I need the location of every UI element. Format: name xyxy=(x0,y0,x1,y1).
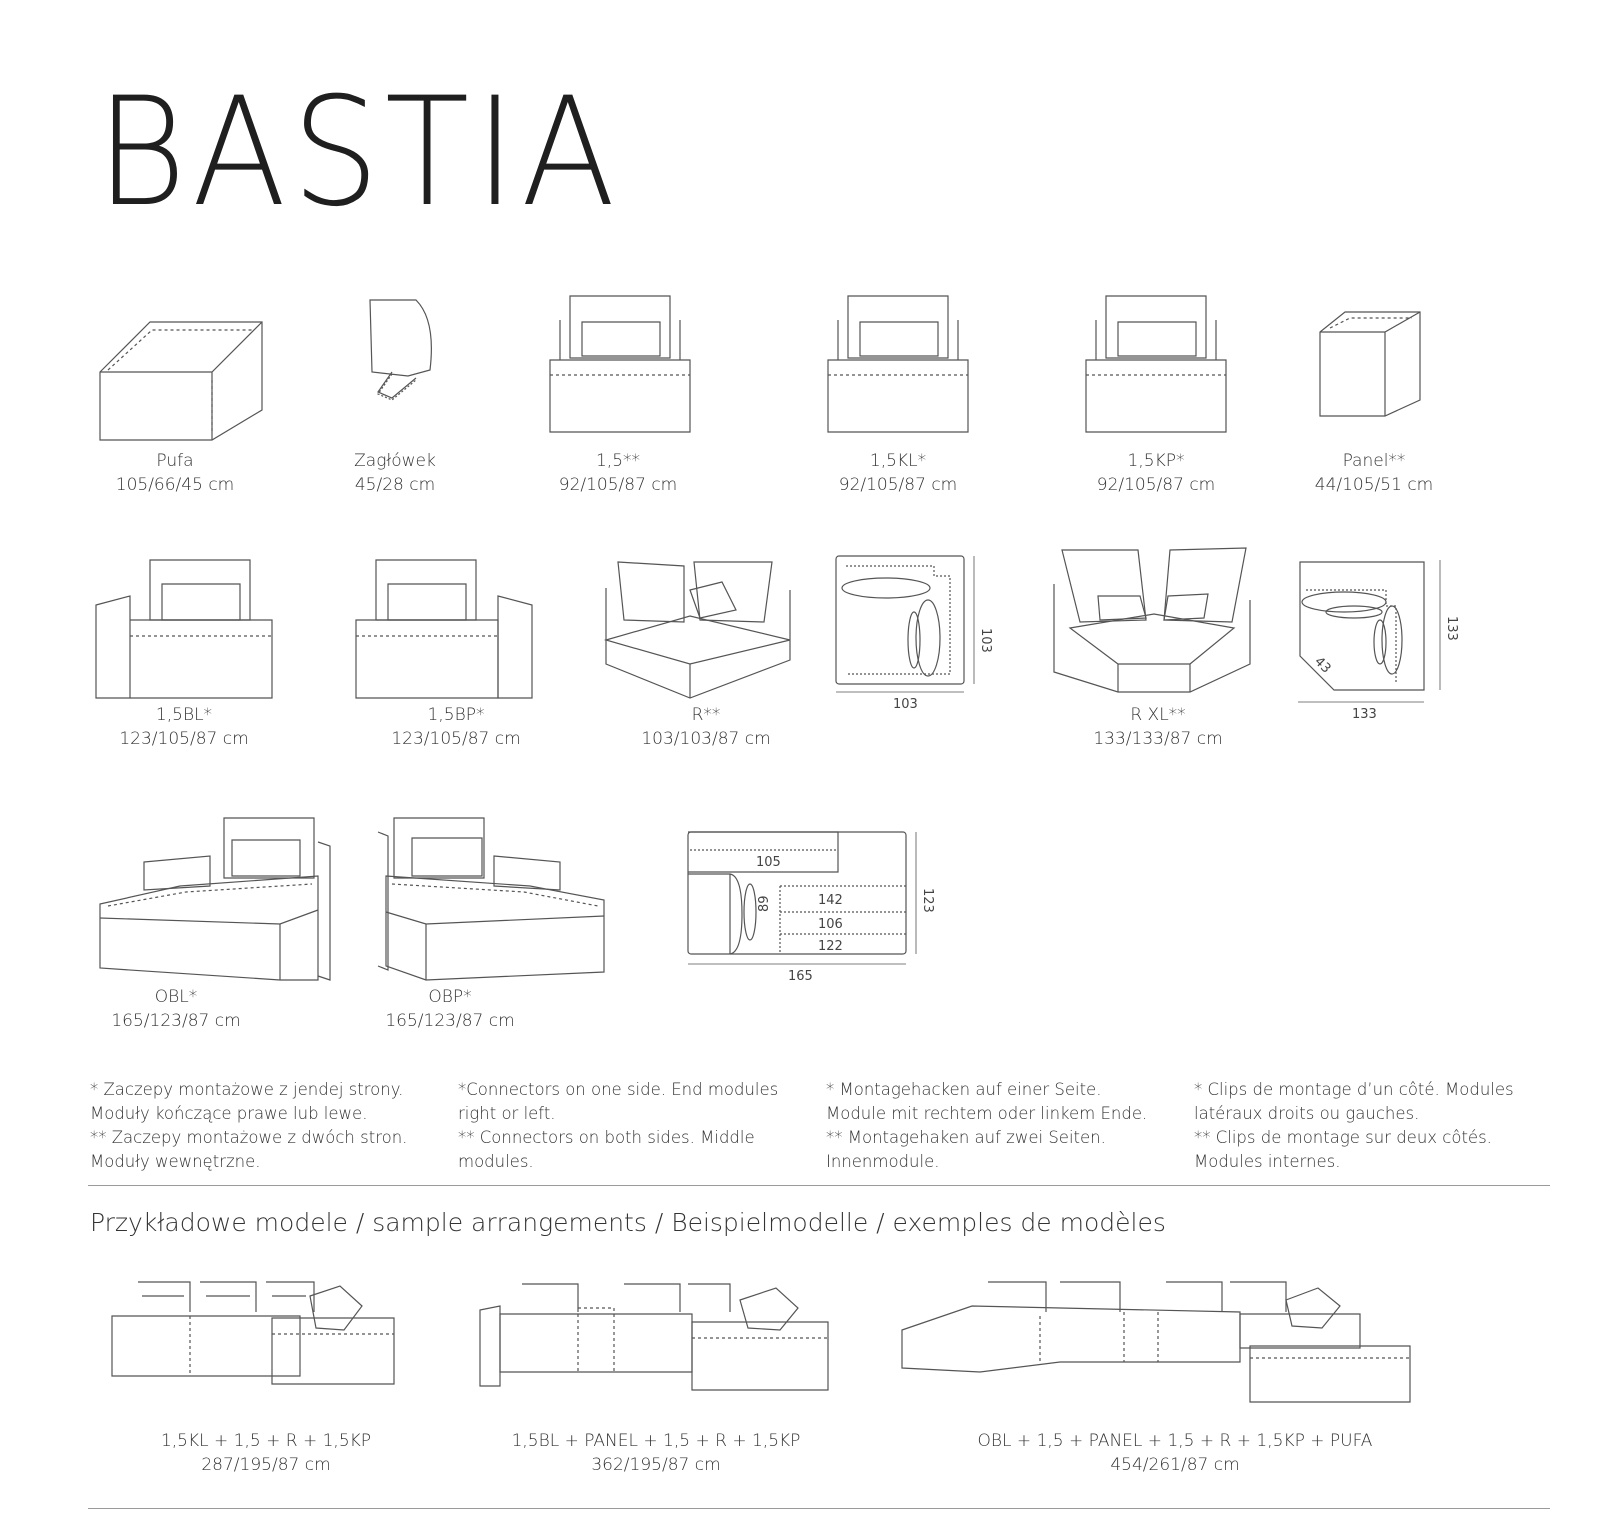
module-1-5-drawing xyxy=(550,296,690,432)
arrangement-combo: 1,5BL + PANEL + 1,5 + R + 1,5KP xyxy=(511,1431,801,1451)
module-caption-panel xyxy=(1294,449,1454,497)
module-dims: 133/133/87 cm xyxy=(1093,729,1223,749)
ob-b-dim: 106 xyxy=(818,917,843,932)
module-ob-plan xyxy=(688,832,916,964)
module-name: 1,5BP* xyxy=(427,705,485,725)
note-line: * Montagehacken auf einer Seite. xyxy=(826,1080,1102,1099)
module-1-5kp-drawing xyxy=(1086,296,1226,432)
note-line: Moduły kończące prawe lub lewe. xyxy=(90,1104,368,1123)
arrangement-2-drawing xyxy=(480,1284,828,1390)
module-1-5bl-drawing xyxy=(96,560,272,698)
rxl-depth-dim: 133 xyxy=(1444,616,1459,641)
module-dims: 45/28 cm xyxy=(354,475,436,495)
module-dims: 123/105/87 cm xyxy=(391,729,521,749)
module-1-5kl-drawing xyxy=(828,296,968,432)
note-polish xyxy=(90,1078,420,1174)
ob-depth-dim: 123 xyxy=(920,888,935,913)
divider-top xyxy=(88,1185,1550,1186)
pufa-drawing xyxy=(100,322,262,440)
module-obp-drawing xyxy=(378,818,604,980)
r-width-dim: 103 xyxy=(893,697,918,712)
note-line: latéraux droits ou gauches. xyxy=(1194,1104,1420,1123)
headrest-drawing xyxy=(370,300,431,400)
arrangement-caption-3 xyxy=(945,1429,1405,1477)
note-line: ** Clips de montage sur deux côtés. xyxy=(1194,1128,1492,1147)
module-caption-obl xyxy=(96,985,256,1033)
note-line: ** Zaczepy montażowe z dwóch stron. xyxy=(90,1128,408,1147)
module-dims: 123/105/87 cm xyxy=(119,729,249,749)
arrangement-combo: OBL + 1,5 + PANEL + 1,5 + R + 1,5KP + PUFA xyxy=(977,1431,1373,1451)
module-name: R XL** xyxy=(1130,705,1186,725)
arrangement-combo: 1,5KL + 1,5 + R + 1,5KP xyxy=(160,1431,372,1451)
arrangement-dims: 454/261/87 cm xyxy=(1110,1455,1240,1475)
module-obl-drawing xyxy=(100,818,330,980)
module-name: 1,5KP* xyxy=(1127,451,1185,471)
note-german xyxy=(826,1078,1156,1174)
ob-seat-dim: 89 xyxy=(757,895,772,912)
module-caption-1-5bl xyxy=(104,703,264,751)
ob-a-dim: 142 xyxy=(818,893,843,908)
arrangement-caption-1 xyxy=(96,1429,436,1477)
module-name: Panel** xyxy=(1342,451,1406,471)
note-line: Modules internes. xyxy=(1194,1152,1341,1171)
note-line: Moduły wewnętrzne. xyxy=(90,1152,261,1171)
module-dims: 44/105/51 cm xyxy=(1314,475,1434,495)
module-r-drawing xyxy=(606,562,790,698)
divider-bottom xyxy=(88,1508,1550,1509)
module-dims: 165/123/87 cm xyxy=(385,1011,515,1031)
note-line: ** Connectors on both sides. Middle xyxy=(458,1128,755,1147)
ob-width-dim: 165 xyxy=(788,969,813,984)
module-caption-1-5kl xyxy=(818,449,978,497)
page-title: BASTIA xyxy=(96,66,621,240)
module-caption-1-5 xyxy=(538,449,698,497)
module-caption-pufa xyxy=(95,449,255,497)
module-r-plan xyxy=(836,556,974,692)
module-rxl-drawing xyxy=(1054,548,1250,692)
note-english xyxy=(458,1078,788,1174)
module-name: 1,5** xyxy=(595,451,641,471)
arrangement-dims: 287/195/87 cm xyxy=(201,1455,331,1475)
rxl-chamfer-dim: 43 xyxy=(1311,654,1334,677)
module-dims: 92/105/87 cm xyxy=(838,475,958,495)
arrangement-3-drawing xyxy=(902,1282,1410,1402)
note-line: Module mit rechtem oder linkem Ende. xyxy=(826,1104,1148,1123)
note-line: Innenmodule. xyxy=(826,1152,940,1171)
arrangement-1-drawing xyxy=(112,1282,394,1384)
ob-top-dim: 105 xyxy=(756,855,781,870)
module-name: R** xyxy=(691,705,721,725)
module-name: 1,5KL* xyxy=(869,451,927,471)
arrangement-dims: 362/195/87 cm xyxy=(591,1455,721,1475)
module-dims: 92/105/87 cm xyxy=(1096,475,1216,495)
arrangement-caption-2 xyxy=(486,1429,826,1477)
module-name: OBL* xyxy=(154,987,198,1007)
module-name: Pufa xyxy=(156,451,194,471)
panel-drawing xyxy=(1320,312,1420,416)
ob-c-dim: 122 xyxy=(818,939,843,954)
r-depth-dim: 103 xyxy=(978,628,993,653)
note-line: modules. xyxy=(458,1152,534,1171)
note-french xyxy=(1194,1078,1524,1174)
section-title: Przykładowe modele / sample arrangements / Beispielmodelle / exemples de modèles xyxy=(90,1208,1166,1237)
rxl-width-dim: 133 xyxy=(1352,707,1377,722)
module-name: OBP* xyxy=(428,987,472,1007)
module-caption-1-5kp xyxy=(1076,449,1236,497)
module-name: 1,5BL* xyxy=(155,705,213,725)
note-line: *Connectors on one side. End modules xyxy=(458,1080,779,1099)
module-caption-1-5bp xyxy=(376,703,536,751)
note-line: right or left. xyxy=(458,1104,556,1123)
note-line: * Zaczepy montażowe z jendej strony. xyxy=(90,1080,404,1099)
module-caption-r xyxy=(626,703,786,751)
module-caption-rxl xyxy=(1078,703,1238,751)
module-caption-zaglowek xyxy=(315,449,475,497)
module-dims: 92/105/87 cm xyxy=(558,475,678,495)
module-name: Zagłówek xyxy=(354,451,436,471)
note-line: ** Montagehaken auf zwei Seiten. xyxy=(826,1128,1106,1147)
module-dims: 165/123/87 cm xyxy=(111,1011,241,1031)
module-dims: 105/66/45 cm xyxy=(115,475,235,495)
module-caption-obp xyxy=(370,985,530,1033)
module-rxl-plan xyxy=(1298,560,1440,702)
module-1-5bp-drawing xyxy=(356,560,532,698)
note-line: * Clips de montage d’un côté. Modules xyxy=(1194,1080,1514,1099)
module-dims: 103/103/87 cm xyxy=(641,729,771,749)
